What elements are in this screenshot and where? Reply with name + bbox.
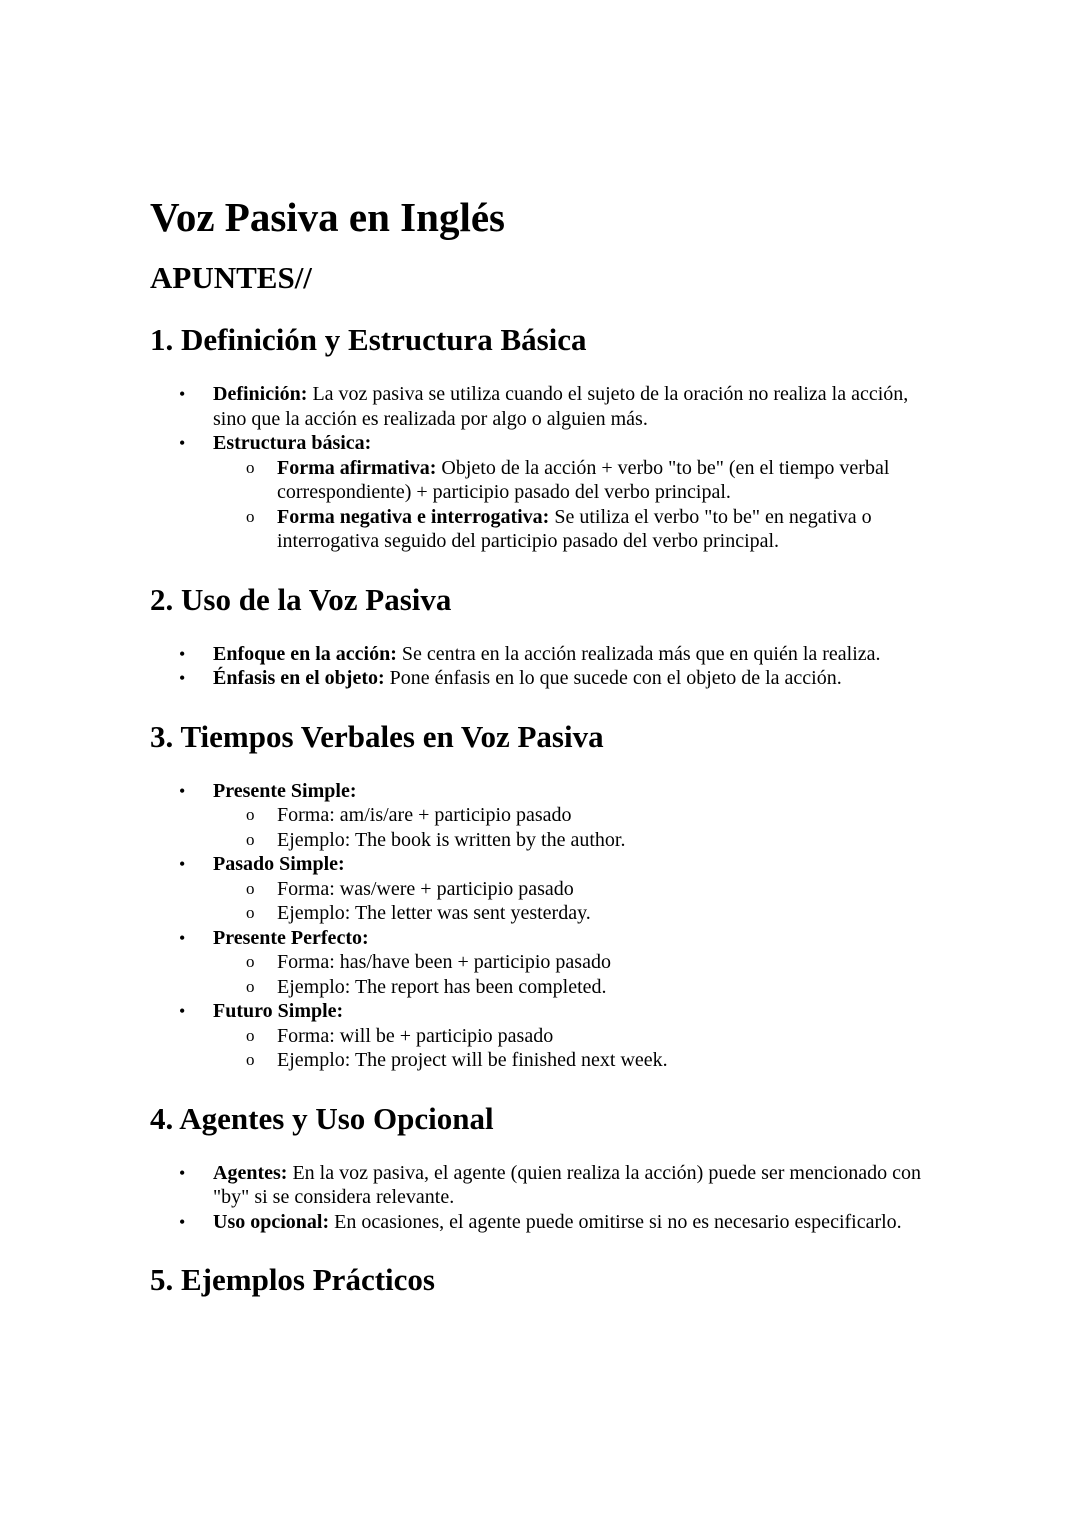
uso-opcional-text: En ocasiones, el agente puede omitirse si no es necesario especificarlo.	[329, 1210, 902, 1233]
estructura-label: Estructura básica:	[213, 432, 372, 454]
list-item-presente-simple	[150, 779, 940, 853]
futuro-simple-label: Futuro Simple:	[213, 1000, 344, 1022]
section-heading-1: 1. Definición y Estructura Básica	[150, 322, 587, 357]
uso-opcional-label: Uso opcional:	[213, 1210, 330, 1233]
section-heading-4: 4. Agentes y Uso Opcional	[150, 1100, 494, 1136]
presente-perfecto-sublist	[213, 950, 940, 999]
section-heading-3: 3. Tiempos Verbales en Voz Pasiva	[150, 718, 604, 754]
list-item-estructura	[150, 431, 940, 554]
estructura-sublist	[213, 456, 940, 554]
pasado-simple-forma: o Forma: was/were + participio pasado	[213, 877, 940, 902]
section-1-list	[150, 382, 940, 554]
agentes-text: En la voz pasiva, el agente (quien realiza la acción) puede ser mencionado con "by" si se considera relevante.	[213, 1161, 922, 1208]
presente-simple-ejemplo: o Ejemplo: The book is written by the author.	[213, 828, 940, 853]
pasado-simple-label: Pasado Simple:	[213, 853, 345, 875]
list-item-enfasis	[150, 666, 940, 691]
futuro-simple-ejemplo: o Ejemplo: The project will be finished next week.	[213, 1048, 940, 1073]
list-item-pasado-simple	[150, 852, 940, 926]
section-4-list	[150, 1161, 940, 1235]
section-heading-5: 5. Ejemplos Prácticos	[150, 1262, 435, 1297]
enfasis-text: Pone énfasis en lo que sucede con el objeto de la acción.	[384, 667, 842, 689]
list-item-agentes	[150, 1161, 940, 1210]
pasado-simple-ejemplo: o Ejemplo: The letter was sent yesterday.	[213, 901, 940, 926]
negativa-label: Forma negativa e interrogativa:	[277, 505, 550, 528]
presente-perfecto-forma: o Forma: has/have been + participio pasado	[213, 950, 940, 975]
document-subtitle: APUNTES//	[150, 260, 312, 295]
list-item-presente-perfecto	[150, 926, 940, 1000]
presente-perfecto-ejemplo: o Ejemplo: The report has been completed.	[213, 975, 940, 1000]
section-2-list	[150, 642, 940, 691]
presente-perfecto-label: Presente Perfecto:	[213, 926, 369, 949]
futuro-simple-forma: o Forma: will be + participio pasado	[213, 1024, 940, 1049]
enfoque-label: Enfoque en la acción:	[213, 642, 397, 665]
document-title: Voz Pasiva en Inglés	[150, 194, 505, 240]
negativa-text: Se utiliza el verbo "to be" en negativa o interrogativa seguido del participio pasado del verbo principal.	[277, 505, 872, 552]
futuro-simple-sublist	[213, 1024, 940, 1073]
list-item-futuro-simple	[150, 999, 940, 1073]
definicion-label: Definición:	[213, 383, 308, 405]
list-item-uso-opcional	[150, 1210, 940, 1235]
afirmativa-text: Objeto de la acción + verbo "to be" (en el tiempo verbal correspondiente) + participio pasado del verbo principal.	[277, 456, 890, 503]
enfasis-label: Énfasis en el objeto:	[213, 667, 385, 689]
sublist-item-afirmativa	[213, 456, 940, 505]
sublist-item-negativa	[213, 505, 940, 554]
afirmativa-label: Forma afirmativa:	[277, 456, 437, 479]
presente-simple-label: Presente Simple:	[213, 779, 357, 802]
list-item-definicion	[150, 382, 940, 431]
agentes-label: Agentes:	[213, 1161, 288, 1184]
definicion-text: La voz pasiva se utiliza cuando el sujeto de la oración no realiza la acción, sino que la acción es realizada por algo o alguien más.	[213, 383, 909, 430]
list-item-enfoque	[150, 642, 940, 667]
presente-simple-sublist	[213, 803, 940, 852]
section-heading-2: 2. Uso de la Voz Pasiva	[150, 581, 452, 617]
section-3-list	[150, 779, 940, 1073]
pasado-simple-sublist	[213, 877, 940, 926]
presente-simple-forma: o Forma: am/is/are + participio pasado	[213, 803, 940, 828]
enfoque-text: Se centra en la acción realizada más que en quién la realiza.	[396, 642, 881, 665]
